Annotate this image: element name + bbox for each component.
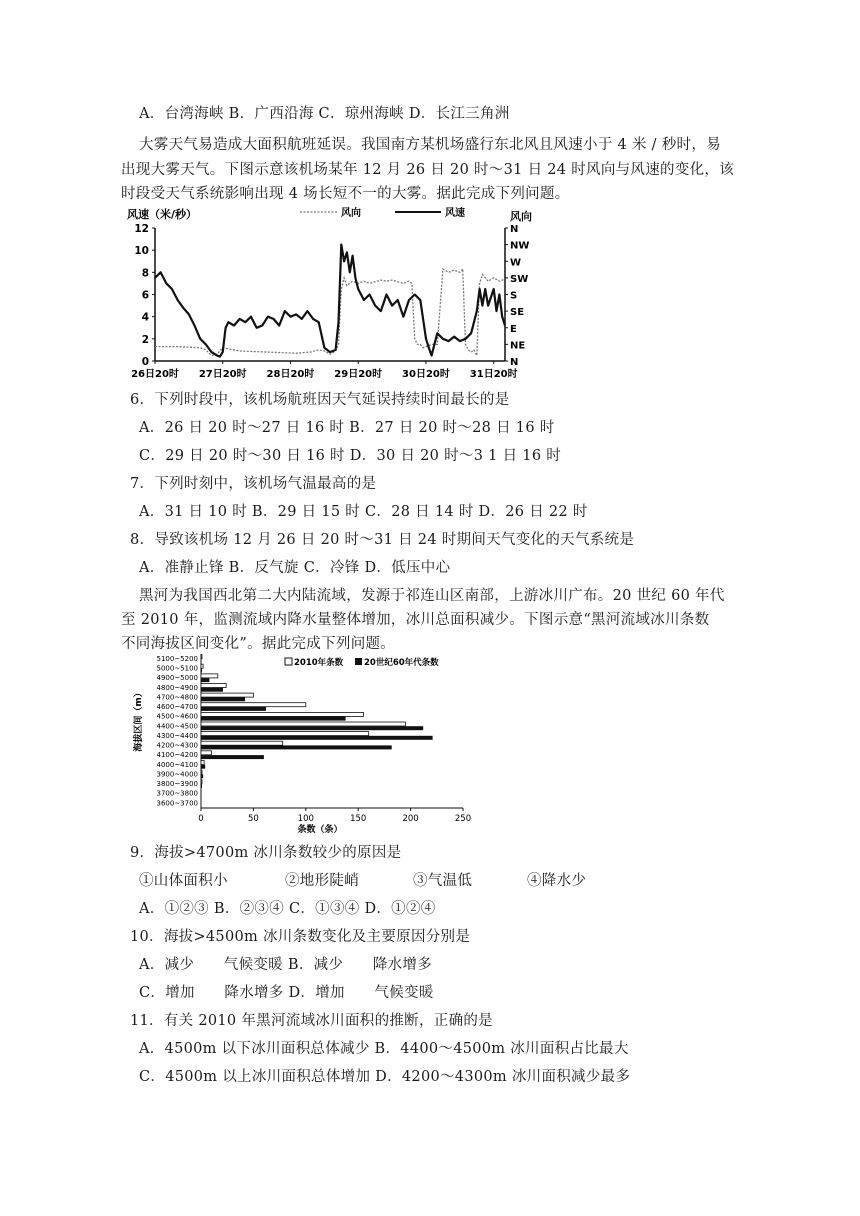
x-tick-label: 150: [350, 814, 367, 824]
intro1-line3: 时段受天气系统影响出现 4 场长短不一的大雾。据此完成下列问题。: [121, 186, 570, 202]
y-tick-label: 2: [141, 333, 149, 346]
q10-stem: 10．海拔>4500m 冰川条数变化及主要原因分别是: [130, 929, 471, 945]
bar-1960s: [201, 678, 209, 682]
legend-2010-swatch: [285, 658, 292, 665]
y2-tick-label: N: [510, 224, 519, 235]
y-tick-label: 8: [141, 267, 149, 280]
q9-options: A．①②③ B．②③④ C．①③④ D．①②④: [139, 901, 436, 917]
x-tick-label: 50: [247, 814, 259, 824]
category-label: 5000~5100: [156, 664, 198, 673]
bar-1960s: [201, 765, 205, 769]
bar-1960s: [201, 688, 223, 692]
y-tick-label: 0: [141, 356, 149, 368]
y2-tick-label: N: [510, 357, 519, 368]
x-tick-label: 31日20时: [469, 369, 518, 380]
bar-1960s: [201, 755, 264, 759]
bar-2010: [201, 655, 202, 659]
category-label: 3700~3800: [156, 789, 198, 798]
category-label: 3800~3900: [156, 780, 198, 789]
y-tick-label: 12: [134, 223, 149, 235]
x-tick-label: 28日20时: [266, 369, 315, 380]
bar-2010: [201, 751, 212, 755]
intro1-line1: 大雾天气易造成大面积航班延误。我国南方某机场盛行东北风且风速小于 4 米 / 秒时，易: [139, 137, 721, 153]
category-label: 4000~4100: [156, 760, 198, 769]
legend-speed-label: 风速: [445, 208, 465, 219]
q6-options-ab: A．26 日 20 时～27 日 16 时 B．27 日 20 时～28 日 16 时: [139, 420, 555, 436]
q9-stem: 9．海拔>4700m 冰川条数较少的原因是: [130, 845, 402, 861]
bar-2010: [201, 703, 306, 707]
category-label: 4600~4700: [156, 703, 198, 712]
x-tick-label: 29日20时: [334, 369, 383, 380]
q10-options-ab: A．减少 气候变暖 B．减少 降水增多: [139, 957, 433, 973]
bar-1960s: [201, 784, 202, 788]
x-tick-label: 30日20时: [402, 369, 450, 380]
q9-item-3: ③气温低: [413, 873, 473, 889]
q5-options: A．台湾海峡 B．广西沿海 C．琼州海峡 D．长江三角洲: [139, 106, 510, 122]
category-label: 3900~4000: [156, 770, 198, 779]
x-tick-label: 27日20时: [198, 369, 247, 380]
q11-options-ab: A．4500m 以下冰川面积总体减少 B．4400～4500m 冰川面积占比最大: [139, 1041, 629, 1057]
bar-1960s: [201, 745, 392, 749]
category-label: 4900~5000: [156, 674, 198, 683]
intro2-line1: 黑河为我国西北第二大内陆流域，发源于祁连山区南部，上游冰川广布。20 世纪 60 年代: [139, 588, 725, 604]
q8-options: A．准静止锋 B．反气旋 C．冷锋 D．低压中心: [139, 560, 451, 576]
q7-options: A．31 日 10 时 B．29 日 15 时 C．28 日 14 时 D．26 日 22 时: [139, 504, 588, 520]
bar-2010: [201, 741, 283, 745]
y2-tick-label: NE: [510, 340, 526, 352]
bar-2010: [201, 674, 218, 678]
bar-2010: [201, 732, 369, 736]
bar-2010: [201, 770, 202, 774]
bar-2010: [201, 761, 204, 765]
count-xlabel: 条数（条）: [297, 825, 343, 835]
bar-2010: [201, 684, 226, 688]
glacier-chart: [130, 650, 475, 838]
q11-stem: 11．有关 2010 年黑河流域冰川面积的推断，正确的是: [130, 1013, 493, 1029]
bar-1960s: [201, 707, 266, 711]
bar-2010: [201, 693, 253, 697]
x-tick-label: 100: [297, 814, 314, 824]
intro2-line2: 至 2010 年，监测流域内降水量整体增加，冰川总面积减少。下图示意“黑河流域冰川条数: [121, 612, 710, 628]
y2-tick-label: NW: [510, 240, 530, 252]
legend-2010-label: 2010年条数: [294, 658, 344, 668]
wind-speed-ylabel: 风速（米/秒）: [127, 208, 198, 221]
y-tick-label: 10: [134, 245, 149, 258]
bar-2010: [201, 664, 203, 668]
y-tick-label: 4: [141, 311, 149, 324]
category-label: 4700~4800: [156, 693, 198, 702]
q11-options-cd: C．4500m 以上冰川面积总体增加 D．4200～4300m 冰川面积减少最多: [139, 1069, 631, 1085]
category-label: 4300~4400: [156, 731, 198, 740]
y2-tick-label: SW: [510, 273, 529, 285]
altitude-ylabel: 海拔区间（m）: [134, 688, 144, 752]
bar-1960s: [201, 736, 433, 740]
y2-tick-label: W: [510, 257, 522, 269]
intro1-line2: 出现大雾天气。下图示意该机场某年 12 月 26 日 20 时～31 日 24 时风向与风速的变化，该: [121, 162, 735, 178]
wind-direction-ylabel: 风向: [510, 210, 532, 223]
category-label: 3600~3700: [156, 799, 198, 808]
bar-1960s: [201, 697, 245, 701]
bar-1960s: [201, 668, 202, 672]
legend-1960s-swatch: [355, 658, 362, 665]
bar-1960s: [201, 774, 203, 778]
bar-2010: [201, 780, 202, 784]
bar-1960s: [201, 726, 423, 730]
series-wind-direction: [155, 269, 505, 356]
category-label: 4500~4600: [156, 712, 198, 721]
category-label: 4800~4900: [156, 683, 198, 692]
q10-options-cd: C．增加 降水增多 D．增加 气候变暖: [139, 985, 434, 1001]
x-tick-label: 26日20时: [131, 369, 179, 380]
q6-stem: 6．下列时段中，该机场航班因天气延误持续时间最长的是: [130, 392, 510, 408]
wind-chart: [125, 206, 545, 382]
y2-tick-label: SE: [510, 307, 525, 319]
category-label: 4100~4200: [156, 751, 198, 760]
category-label: 5100~5200: [156, 654, 198, 663]
bar-1960s: [201, 717, 346, 721]
q8-stem: 8．导致该机场 12 月 26 日 20 时～31 日 24 时期间天气变化的天气系统是: [130, 532, 635, 548]
legend-1960s-label: 20世纪60年代条数: [364, 658, 439, 668]
y-tick-label: 6: [141, 289, 149, 302]
y2-tick-label: E: [510, 323, 517, 335]
legend-direction-label: 风向: [341, 208, 361, 219]
q9-item-4: ④降水少: [527, 873, 587, 889]
x-tick-label: 200: [402, 814, 419, 824]
q7-stem: 7．下列时刻中，该机场气温最高的是: [130, 476, 377, 492]
bar-2010: [201, 722, 405, 726]
category-label: 4200~4300: [156, 741, 198, 750]
category-label: 4400~4500: [156, 722, 198, 731]
bar-2010: [201, 712, 363, 716]
q9-item-2: ②地形陡峭: [285, 873, 359, 889]
q9-item-1: ①山体面积小: [139, 873, 228, 889]
series-wind-speed: [155, 245, 505, 357]
x-tick-label: 0: [198, 814, 204, 824]
intro2-line3: 不同海拔区间变化”。据此完成下列问题。: [121, 636, 396, 652]
q6-options-cd: C．29 日 20 时～30 日 16 时 D．30 日 20 时～3 1 日 16 时: [139, 448, 562, 464]
y2-tick-label: S: [510, 290, 518, 302]
x-tick-label: 250: [454, 814, 472, 824]
